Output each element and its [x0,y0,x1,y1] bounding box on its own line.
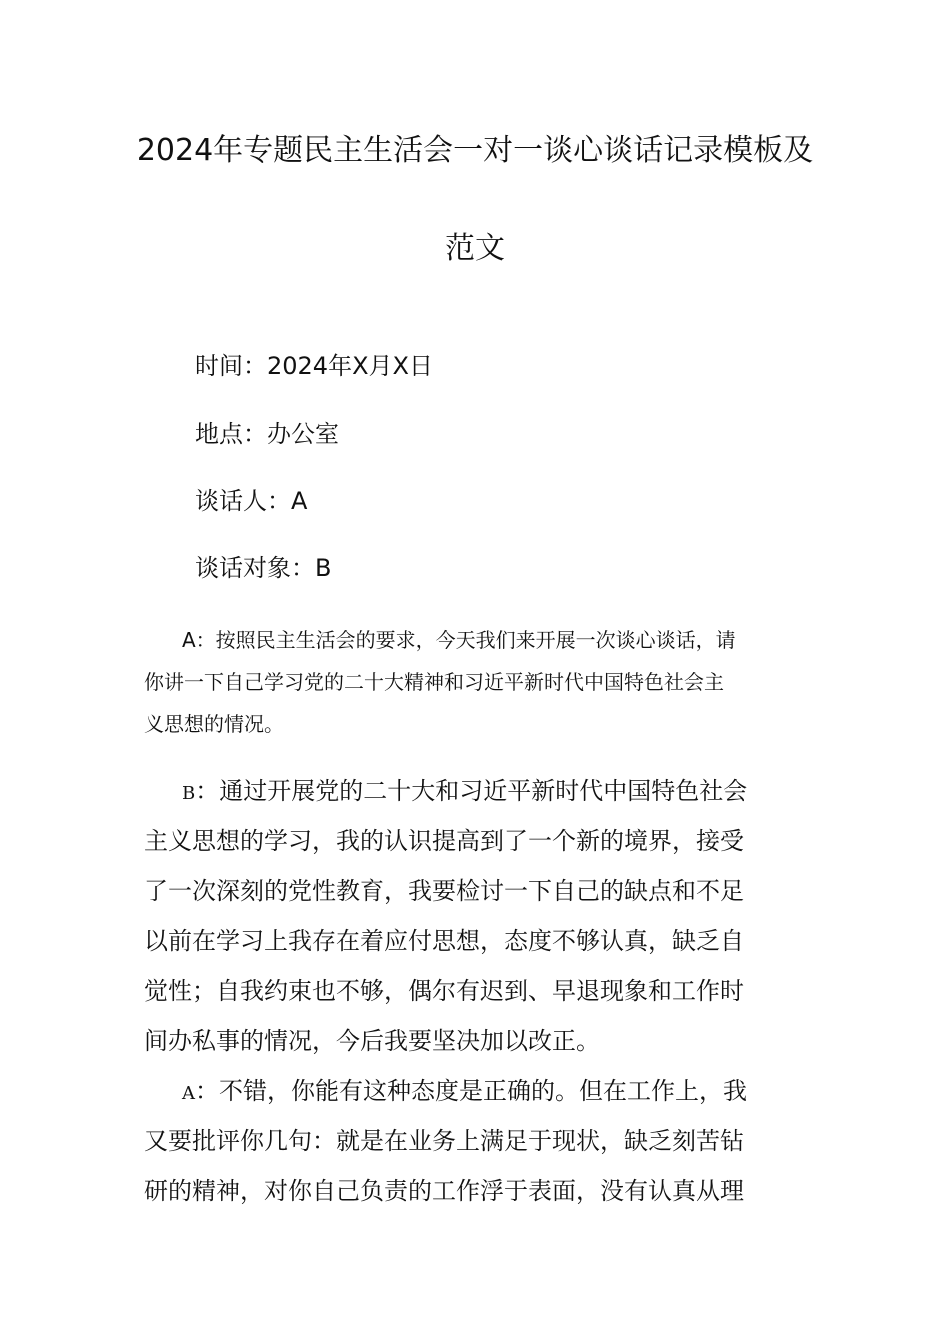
speaker-label: B [182,783,196,804]
meta-speaker: 谈话人：A [195,487,308,515]
document-title-line-1: 2024年专题民主生活会一对一谈心谈话记录模板及 [136,133,814,168]
paragraph-line [144,766,824,816]
meta-time: 时间：2024年X月X日 [195,352,433,380]
paragraph-line [144,1066,824,1116]
paragraph-line: 主义思想的学习，我的认识提高到了一个新的境界，接受 [144,827,744,855]
speaker-label: A [182,1083,195,1104]
paragraph-a-response [144,1066,824,1216]
paragraph-line: 以前在学习上我存在着应付思想，态度不够认真，缺乏自 [144,927,744,955]
paragraph-line: 又要批评你几句：就是在业务上满足于现状，缺乏刻苦钻 [144,1127,744,1155]
paragraph-a-question [144,619,824,745]
document-title-line-2: 范文 [445,231,505,266]
paragraph-line: A：按照民主生活会的要求，今天我们来开展一次谈心谈话，请 [182,628,736,652]
paragraph-b-answer [144,766,824,1066]
paragraph-line: 觉性；自我约束也不够，偶尔有迟到、早退现象和工作时 [144,977,744,1005]
meta-target: 谈话对象：B [195,554,332,582]
meta-place: 地点：办公室 [195,420,339,448]
paragraph-line: 义思想的情况。 [144,712,284,736]
paragraph-line: 研的精神，对你自己负责的工作浮于表面，没有认真从理 [144,1177,744,1205]
paragraph-line: 了一次深刻的党性教育，我要检讨一下自己的缺点和不足 [144,877,744,905]
paragraph-line-text: ：通过开展党的二十大和习近平新时代中国特色社会 [195,777,748,805]
paragraph-line-text: ：不错，你能有这种态度是正确的。但在工作上，我 [195,1077,747,1105]
paragraph-line: 你讲一下自己学习党的二十大精神和习近平新时代中国特色社会主 [144,670,724,694]
paragraph-line: 间办私事的情况，今后我要坚决加以改正。 [144,1027,600,1055]
